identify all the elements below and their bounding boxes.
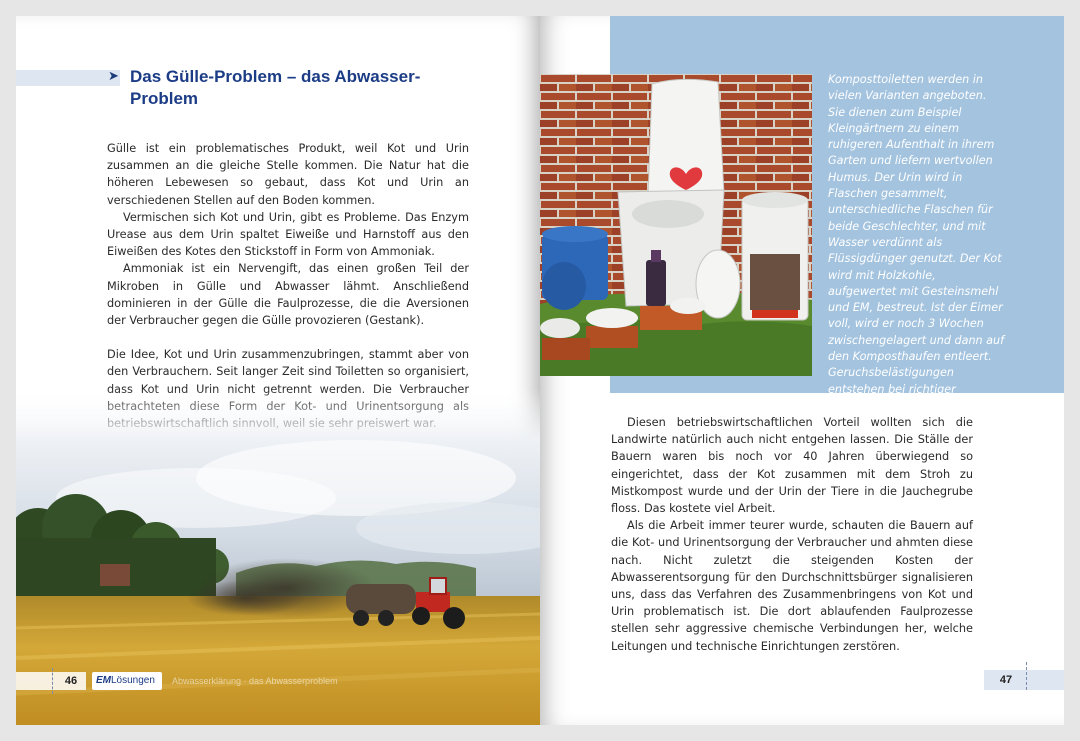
arrow-right-icon: ➤: [108, 69, 119, 84]
paragraph: Vermischen sich Kot und Urin, gibt es Probleme. Das Enzym Urease aus dem Urin spaltet Eiweiße und Harnstoff aus den Eiweißen des Kotes den Stickstoff in Form von Ammoniak.: [107, 210, 469, 259]
heading-line-2: Problem: [130, 89, 199, 108]
paragraph: Gülle ist ein problematisches Produkt, weil Kot und Urin zusammen an die gleiche Stelle kommen. Die Natur hat die höheren Lebewesen so gebaut, dass Kot und Urin an verschiedenen Stellen auf den Boden kommen.: [107, 142, 469, 207]
photo-caption: Komposttoiletten werden in vielen Varianten angeboten. Sie dienen zum Beispiel Kleingärtnern zu einem ruhigeren Aufenthalt in ihrem Garten und liefern wertvollen Humus. Der Urin wird in Flaschen gesammelt, unterschiedliche Flaschen für beide Geschlechter, und mit Wasser verdünnt als Flüssigdünger genutzt. Der Kot wird mit Holzkohle, aufgewertet mit Gesteinsmehl und EM, bestreut. Ist der Eimer voll, wird er noch 3 Wochen zwischengelagert und dann auf den Komposthaufen entleert. Geruchsbelästigungen entstehen bei richtiger Nutzung nicht.: [828, 73, 1005, 412]
heading-accent-bar: [16, 70, 120, 86]
logo-em: EM: [96, 675, 111, 686]
right-page: [540, 16, 1064, 725]
section-label: Abwasserklärung · das Abwasserproblem: [172, 676, 338, 686]
paragraph: Ammoniak ist ein Nervengift, das einen großen Teil der Mikroben in Gülle und Abwasser lähmt. Anschließend dominieren in der Gülle die Faulprozesse, die die Aversionen der Verbraucher gegen die Gülle provozieren (Gestank).: [107, 262, 469, 328]
paragraph: Als die Arbeit immer teurer wurde, schauten die Bauern auf die Kot- und Urinentsorgung der Verbraucher und ahmten diese nach. Nicht zuletzt die steigenden Kosten der Abwasserentsorgung für den Durchschnittsbürger signalisieren uns, dass das Verfahren des Zusammenbringens von Kot und Urin problematisch ist. Die dort ablaufenden Faulprozesse stellen sehr aggressive chemische Verbindungen her, welche Leitungen und technische Einrichtungen zerstören.: [611, 519, 973, 653]
logo-text: Lösungen: [111, 675, 155, 686]
footer-divider: [1026, 662, 1027, 690]
em-loesungen-logo: [92, 672, 162, 690]
page-footer-left: [16, 668, 376, 692]
section-heading: [130, 66, 450, 110]
page-number: 47: [999, 674, 1013, 686]
right-body-text: [611, 414, 973, 655]
left-page: [16, 16, 540, 725]
page-number: 46: [64, 675, 78, 687]
compost-toilet-photo: [540, 74, 812, 376]
heading-line-1: Das Gülle-Problem – das Abwasser-: [130, 67, 421, 86]
paragraph: Diesen betriebswirtschaftlichen Vorteil wollten sich die Landwirte natürlich auch nicht entgehen lassen. Die Ställe der Bauern waren bis noch vor 40 Jahren überwiegend so eingerichtet, dass der Kot zusammen mit dem Stroh zu Mistkompost wurde und der Urin der Tiere in die Jauchegrube floss. Das kostete viel Arbeit.: [611, 416, 973, 516]
paragraph: Die Idee, Kot und Urin zusammenzubringen, stammt aber von den Verbrauchern. Seit langer Zeit sind Toiletten so organisiert,: [107, 348, 469, 379]
book-spread: [16, 16, 1064, 725]
page-footer-right: [984, 670, 1064, 692]
footer-divider: [52, 668, 53, 694]
